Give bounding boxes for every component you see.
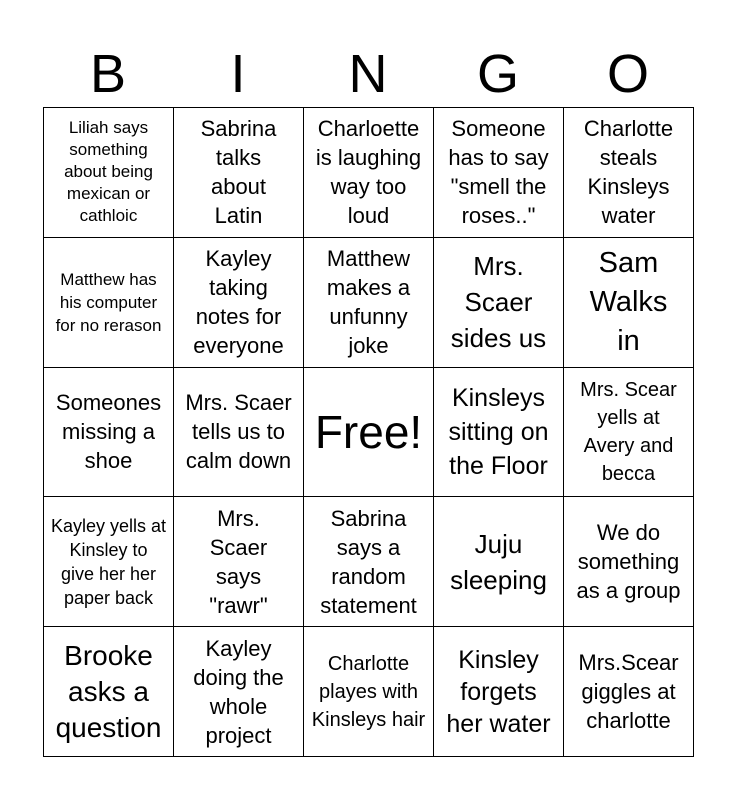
- bingo-cell[interactable]: [174, 627, 304, 757]
- bingo-cell[interactable]: [304, 497, 434, 627]
- bingo-cell[interactable]: [304, 108, 434, 238]
- cell-text: Charlotte playes with Kinsleys hair: [311, 652, 426, 731]
- bingo-cell[interactable]: [44, 368, 174, 498]
- cell-text: Sabrina talks about Latin: [200, 116, 277, 229]
- header-letter-b: B: [89, 44, 127, 104]
- header-letter-i: I: [230, 44, 246, 104]
- bingo-cell[interactable]: [434, 497, 564, 627]
- bingo-cell[interactable]: [174, 497, 304, 627]
- bingo-cell[interactable]: [174, 368, 304, 498]
- cell-text: Mrs. Scaer says "rawr": [209, 505, 268, 618]
- cell-text: Mrs. Scear yells at Avery and becca: [580, 378, 677, 485]
- cell-text: We do something as a group: [576, 520, 681, 604]
- bingo-header: [43, 40, 693, 108]
- bingo-card-grid: [43, 107, 694, 757]
- cell-text: Kayley taking notes for everyone: [193, 246, 284, 359]
- bingo-cell[interactable]: [304, 627, 434, 757]
- cell-text: Brooke asks a question: [55, 639, 162, 743]
- cell-text: Matthew makes a unfunny joke: [326, 246, 411, 359]
- bingo-cell[interactable]: [44, 238, 174, 368]
- bingo-cell[interactable]: [174, 108, 304, 238]
- cell-text: Kinsleys sitting on the Floor: [448, 383, 549, 480]
- bingo-cell[interactable]: [564, 108, 694, 238]
- cell-text: Someone has to say "smell the roses..": [448, 116, 549, 229]
- header-letter-n: N: [348, 44, 388, 104]
- bingo-cell[interactable]: [564, 627, 694, 757]
- cell-text: Kinsley forgets her water: [446, 645, 551, 738]
- cell-text: Sam Walks in: [589, 246, 668, 357]
- free-space-cell[interactable]: [304, 368, 434, 498]
- bingo-cell[interactable]: [434, 368, 564, 498]
- bingo-cell[interactable]: [434, 108, 564, 238]
- cell-text: Matthew has his computer for no rerason: [55, 269, 162, 335]
- header-letter-g: G: [476, 44, 519, 104]
- cell-text: Charlotte steals Kinsleys water: [583, 116, 674, 229]
- cell-text: Charloette is laughing way too loud: [315, 116, 422, 229]
- bingo-cell[interactable]: [44, 497, 174, 627]
- bingo-cell[interactable]: [564, 497, 694, 627]
- cell-text: Juju sleeping: [450, 528, 547, 595]
- bingo-cell[interactable]: [174, 238, 304, 368]
- header-letter-o: O: [606, 44, 649, 104]
- cell-text: Someones missing a shoe: [55, 390, 162, 474]
- cell-text: Mrs. Scaer tells us to calm down: [185, 390, 292, 474]
- bingo-cell[interactable]: [304, 238, 434, 368]
- bingo-cell[interactable]: [44, 108, 174, 238]
- cell-text: Sabrina says a random statement: [320, 505, 417, 618]
- bingo-cell[interactable]: [434, 238, 564, 368]
- cell-text: Mrs.Scear giggles at charlotte: [578, 650, 679, 734]
- bingo-cell[interactable]: [434, 627, 564, 757]
- cell-text: Mrs. Scaer sides us: [450, 251, 547, 354]
- cell-text: Kayley doing the whole project: [193, 635, 284, 748]
- bingo-cell[interactable]: [44, 627, 174, 757]
- cell-text: Kayley yells at Kinsley to give her her paper back: [50, 515, 167, 608]
- bingo-cell[interactable]: [564, 238, 694, 368]
- free-space-text: Free!: [314, 405, 423, 458]
- cell-text: Liliah says something about being mexican or cathloic: [64, 118, 153, 226]
- bingo-cell[interactable]: [564, 368, 694, 498]
